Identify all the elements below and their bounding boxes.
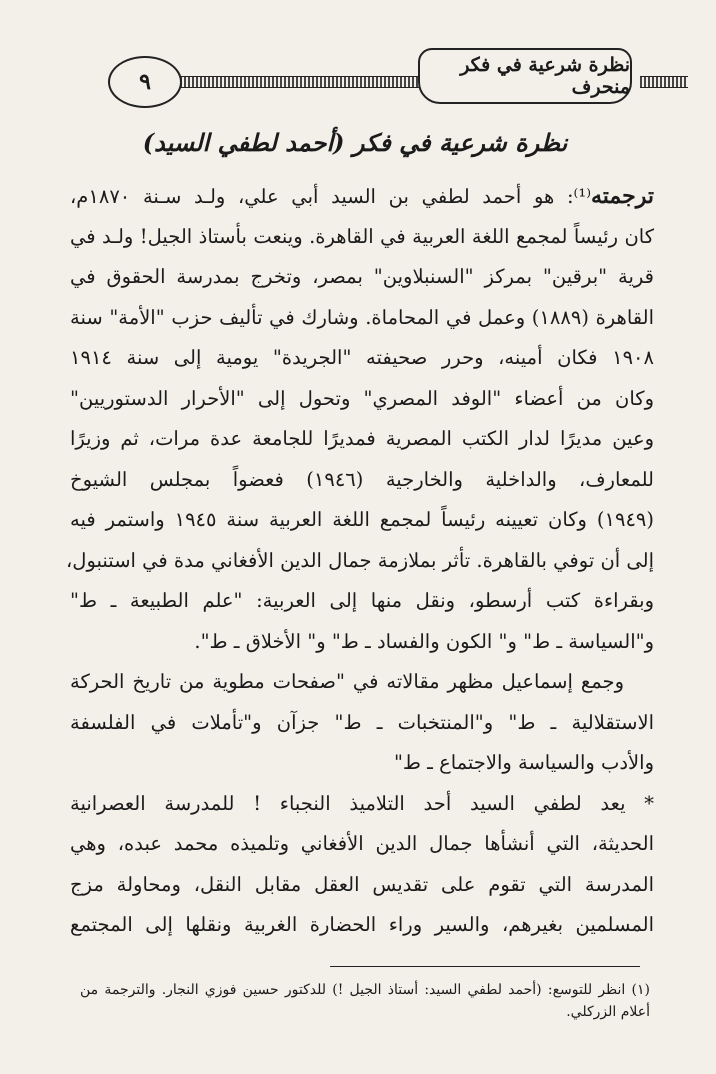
line-text: (١٩٤٩) وكان تعيينه رئيساً لمجمع اللغة العربية سنة ١٩٤٥ واستمر فيه — [70, 508, 655, 531]
body-text — [66, 176, 655, 946]
line-text: المسلمين بغيرهم، والسير وراء الحضارة الغربية ونقلها إلى المجتمع — [70, 913, 654, 936]
line-text: ١٩٠٨ فكان أمينه، وحرر صحيفته "الجريدة" يومية إلى سنة ١٩١٤ — [70, 346, 654, 369]
text-line — [70, 298, 654, 339]
line-text: للمعارف، والداخلية والخارجية (١٩٤٦) فعضواً بمجلس الشيوخ — [70, 467, 654, 491]
text-line — [70, 622, 654, 663]
footnote-line: (١) انظر للتوسع: (أحمد لطفي السيد: أستاذ الجيل !) للدكتور حسين فوزي النجار. والترجمة من — [80, 982, 650, 998]
running-title — [418, 48, 632, 104]
line-text: قرية "برقين" بمركز "السنبلاوين" بمصر، وتخرج بمدرسة الحقوق في — [70, 265, 654, 288]
text-line — [70, 865, 654, 906]
line-text: الحديثة، التي أنشأها جمال الدين الأفغاني وتلميذه محمد عبده، وهي — [70, 832, 654, 855]
text-line — [70, 581, 654, 622]
text-line — [70, 703, 654, 744]
line-text: الاستقلالية ـ ط" و"المنتخبات ـ ط" جزآن و"تأملات في الفلسفة — [70, 710, 654, 734]
line-text: * يعد لطفي السيد أحد التلاميذ النجباء ! للمدرسة العصرانية — [70, 791, 654, 815]
page-number-text: ٩ — [139, 69, 151, 95]
line-text: إلى أن توفي بالقاهرة. تأثر بملازمة جمال الدين الأفغاني مدة في استنبول، — [66, 548, 654, 572]
line-text: ⁽¹⁾: هو أحمد لطفي بن السيد أبي علي، ولـد سـنة ١٨٧٠م، — [70, 185, 591, 208]
header-ornament-line-right — [640, 76, 688, 88]
footnote — [80, 979, 650, 1023]
text-line — [70, 257, 654, 298]
text-line — [66, 541, 654, 582]
footnote-line: أعلام الزركلي. — [566, 1004, 650, 1020]
text-line — [70, 379, 654, 420]
line-text: كان رئيساً لمجمع اللغة العربية في القاهرة. وينعت بأستاذ الجيل! ولـد في — [70, 224, 654, 248]
text-line — [70, 743, 654, 784]
text-line — [70, 176, 654, 217]
text-line — [70, 338, 654, 379]
running-title-text: نظرة شرعية في فكر منحرف — [460, 54, 630, 98]
line-text: و"السياسة ـ ط" و" الكون والفساد ـ ط" و" الأخلاق ـ ط". — [194, 629, 654, 653]
footnote-divider — [330, 966, 640, 967]
line-text: وبقراءة كتب أرسطو، ونقل منها إلى العربية: "علم الطبيعة ـ ط" — [70, 589, 654, 612]
text-line — [70, 905, 654, 946]
text-line — [70, 662, 654, 703]
text-line — [70, 824, 654, 865]
line-text: القاهرة (١٨٨٩) وعمل في المحاماة. وشارك في تأليف حزب "الأمة" سنة — [70, 305, 654, 329]
line-text: وعين مديرًا لدار الكتب المصرية فمديرًا للجامعة عدة مرات، ثم وزيرًا — [70, 427, 654, 450]
line-text: وجمع إسماعيل مظهر مقالاته في "صفحات مطوية من تاريخ الحركة — [70, 670, 624, 693]
line-text: والأدب والسياسة والاجتماع ـ ط" — [393, 751, 654, 774]
line-text: المدرسة التي تقوم على تقديس العقل مقابل النقل، ومحاولة مزج — [70, 872, 654, 896]
lead-word: ترجمته — [590, 183, 654, 209]
section-heading: نظرة شرعية في فكر (أحمد لطفي السيد) — [142, 128, 568, 157]
text-line — [70, 500, 654, 541]
text-line — [70, 419, 654, 460]
page-number — [108, 56, 182, 108]
text-line — [70, 460, 654, 501]
line-text: وكان من أعضاء "الوفد المصري" وتحول إلى "الأحرار الدستوريين" — [70, 386, 654, 410]
text-line — [70, 784, 654, 825]
text-line — [70, 217, 654, 258]
